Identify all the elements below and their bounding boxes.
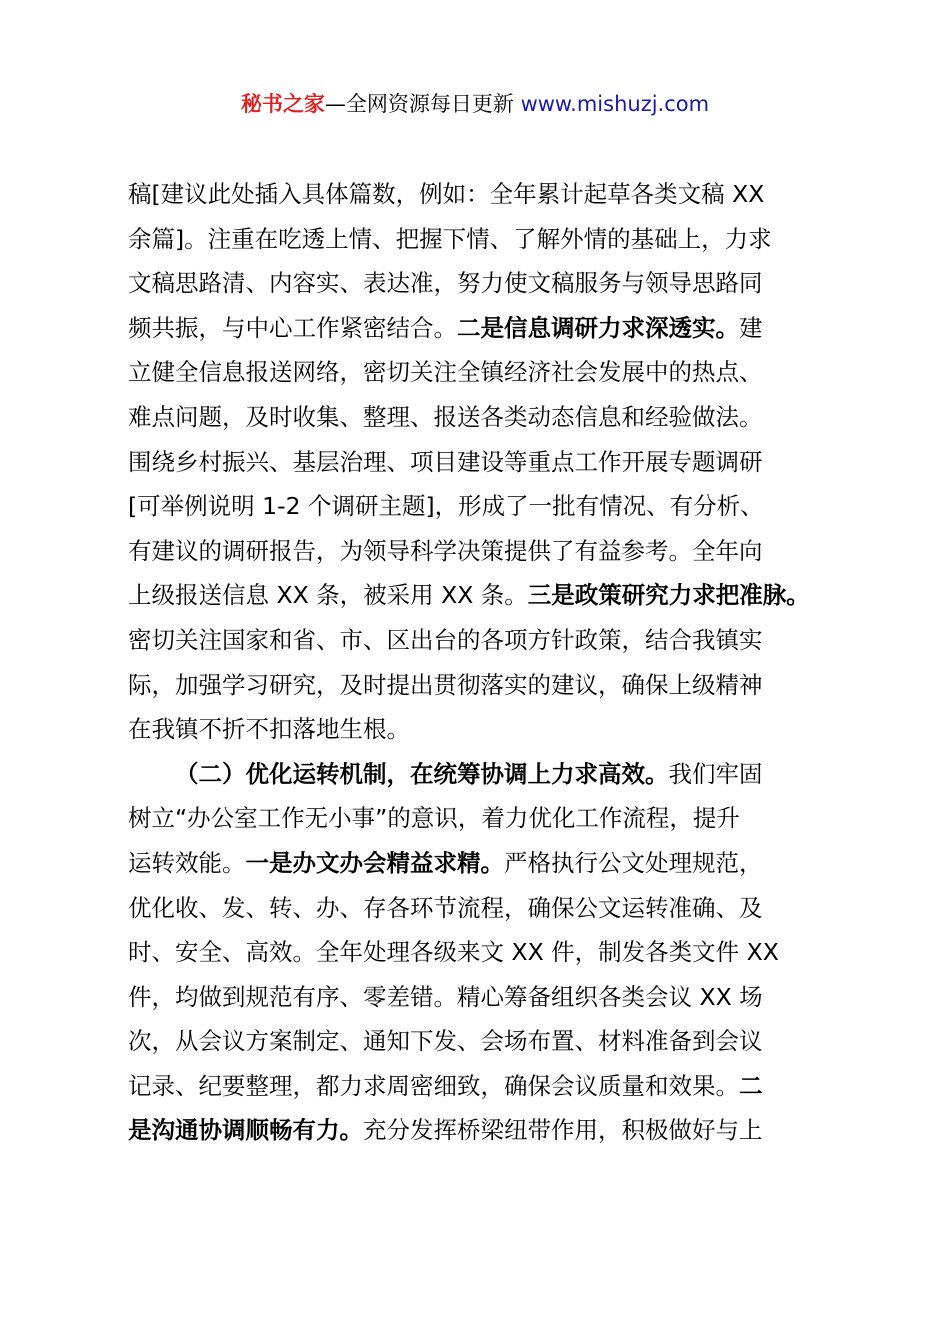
text-line: 时、安全、高效。全年处理各级来文 XX 件，制发各类文件 XX xyxy=(128,938,779,967)
section-heading-line: （二）优化运转机制，在统筹协调上力求高效。我们牢固 xyxy=(175,759,763,788)
text-line: 围绕乡村振兴、基层治理、项目建设等重点工作开展专题调研 xyxy=(128,447,763,476)
text-line: 运转效能。一是办文办会精益求精。严格执行公文处理规范， xyxy=(128,848,763,877)
text-line: 文稿思路清、内容实、表达准，努力使文稿服务与领导思路同 xyxy=(128,269,763,298)
text-line: 件，均做到规范有序、零差错。精心筹备组织各类会议 XX 场 xyxy=(128,982,763,1011)
text-line: 立健全信息报送网络，密切关注全镇经济社会发展中的热点、 xyxy=(128,358,763,387)
text-line: 是沟通协调顺畅有力。充分发挥桥梁纽带作用，积极做好与上 xyxy=(128,1116,763,1145)
text-line: 上级报送信息 XX 条，被采用 XX 条。三是政策研究力求把准脉。 xyxy=(128,581,810,610)
text-line: 密切关注国家和省、市、区出台的各项方针政策，结合我镇实 xyxy=(128,625,763,654)
site-tagline: —全网资源每日更新 xyxy=(324,92,521,116)
site-brand: 秘书之家 xyxy=(240,92,325,116)
text-line: 际，加强学习研究，及时提出贯彻落实的建议，确保上级精神 xyxy=(128,670,763,699)
text-line: 有建议的调研报告，为领导科学决策提供了有益参考。全年向 xyxy=(128,536,763,565)
text-line: [可举例说明 1-2 个调研主题]，形成了一批有情况、有分析、 xyxy=(128,492,764,521)
text-line: 记录、纪要整理，都力求周密细致，确保会议质量和效果。二 xyxy=(128,1071,763,1100)
site-url[interactable]: www.mishuzj.com xyxy=(520,92,710,116)
text-line: 难点问题，及时收集、整理、报送各类动态信息和经验做法。 xyxy=(128,402,763,431)
text-line: 优化收、发、转、办、存各环节流程，确保公文运转准确、及 xyxy=(128,893,763,922)
page-header xyxy=(0,88,950,120)
text-line: 余篇]。注重在吃透上情、把握下情、了解外情的基础上，力求 xyxy=(128,224,772,253)
text-line: 稿[建议此处插入具体篇数，例如：全年累计起草各类文稿 XX xyxy=(128,180,765,208)
text-line: 次，从会议方案制定、通知下发、会场布置、材料准备到会议 xyxy=(128,1027,763,1056)
text-line: 树立“办公室工作无小事”的意识，着力优化工作流程，提升 xyxy=(128,804,740,833)
text-line: 在我镇不折不扣落地生根。 xyxy=(128,715,410,744)
text-line: 频共振，与中心工作紧密结合。二是信息调研力求深透实。建 xyxy=(128,313,763,342)
document-body xyxy=(128,172,834,1153)
